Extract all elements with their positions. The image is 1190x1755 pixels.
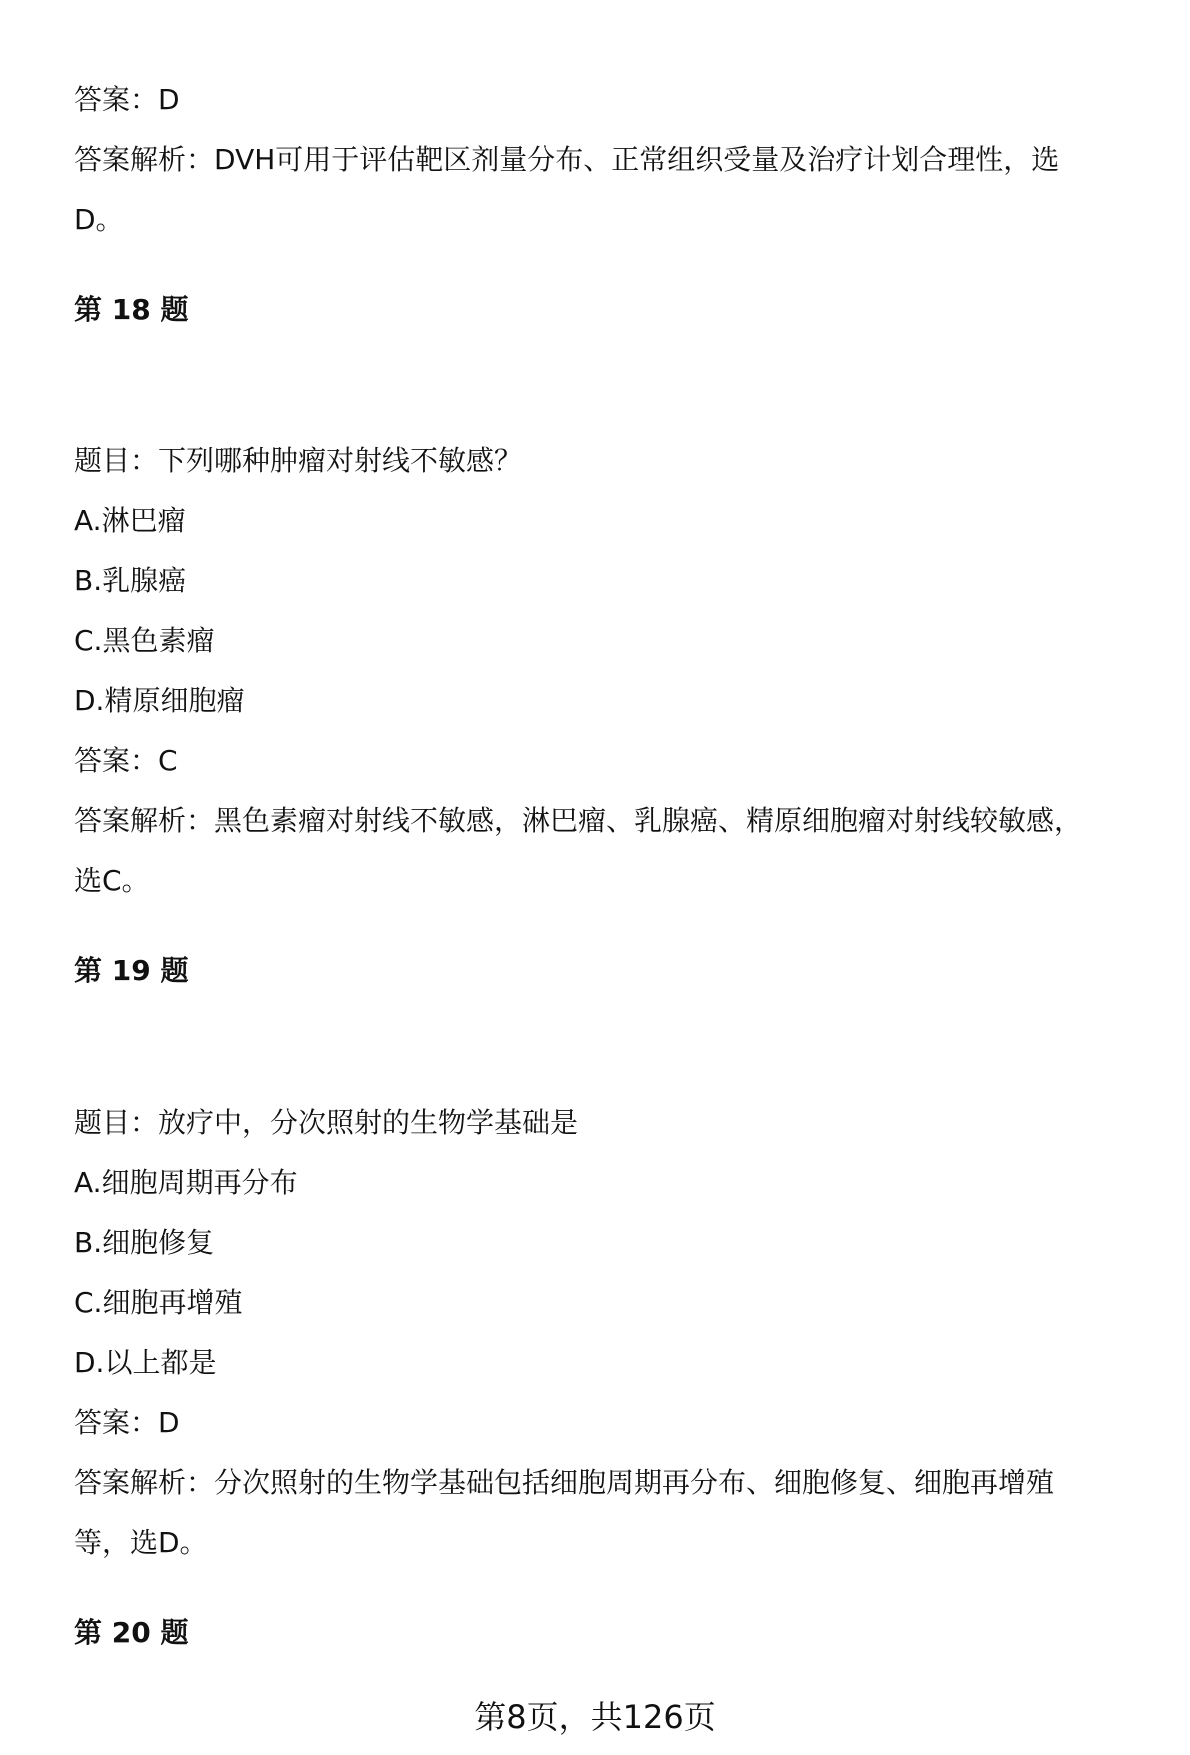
q17-answer: 答案：D bbox=[74, 83, 180, 116]
q20-heading: 第 20 题 bbox=[74, 1616, 189, 1649]
q18-option-d: D.精原细胞瘤 bbox=[74, 684, 245, 717]
q19-option-d: D.以上都是 bbox=[74, 1346, 217, 1379]
q18-option-b: B.乳腺癌 bbox=[74, 564, 187, 597]
q19-explanation-line2: 等，选D。 bbox=[74, 1526, 208, 1559]
q18-question: 题目：下列哪种肿瘤对射线不敏感？ bbox=[74, 444, 523, 477]
q19-answer: 答案：D bbox=[74, 1406, 180, 1439]
q17-explanation-line1: 答案解析：DVH可用于评估靶区剂量分布、正常组织受量及治疗计划合理性，选 bbox=[74, 143, 1060, 176]
q18-heading: 第 18 题 bbox=[74, 293, 189, 326]
q19-explanation-line1: 答案解析：分次照射的生物学基础包括细胞周期再分布、细胞修复、细胞再增殖 bbox=[74, 1466, 1055, 1499]
q18-option-a: A.淋巴瘤 bbox=[74, 504, 186, 537]
q19-option-a: A.细胞周期再分布 bbox=[74, 1166, 298, 1199]
q19-option-c: C.细胞再增殖 bbox=[74, 1286, 243, 1319]
q18-option-c: C.黑色素瘤 bbox=[74, 624, 215, 657]
q19-option-b: B.细胞修复 bbox=[74, 1226, 215, 1259]
q19-heading: 第 19 题 bbox=[74, 954, 189, 987]
page-number: 第8页，共126页 bbox=[474, 1698, 716, 1736]
q18-answer: 答案：C bbox=[74, 744, 178, 777]
q17-explanation-line2: D。 bbox=[74, 203, 124, 236]
q18-explanation-line2: 选C。 bbox=[74, 864, 150, 897]
q19-question: 题目：放疗中，分次照射的生物学基础是 bbox=[74, 1106, 579, 1139]
q18-explanation-line1: 答案解析：黑色素瘤对射线不敏感，淋巴瘤、乳腺癌、精原细胞瘤对射线较敏感， bbox=[74, 804, 1083, 837]
